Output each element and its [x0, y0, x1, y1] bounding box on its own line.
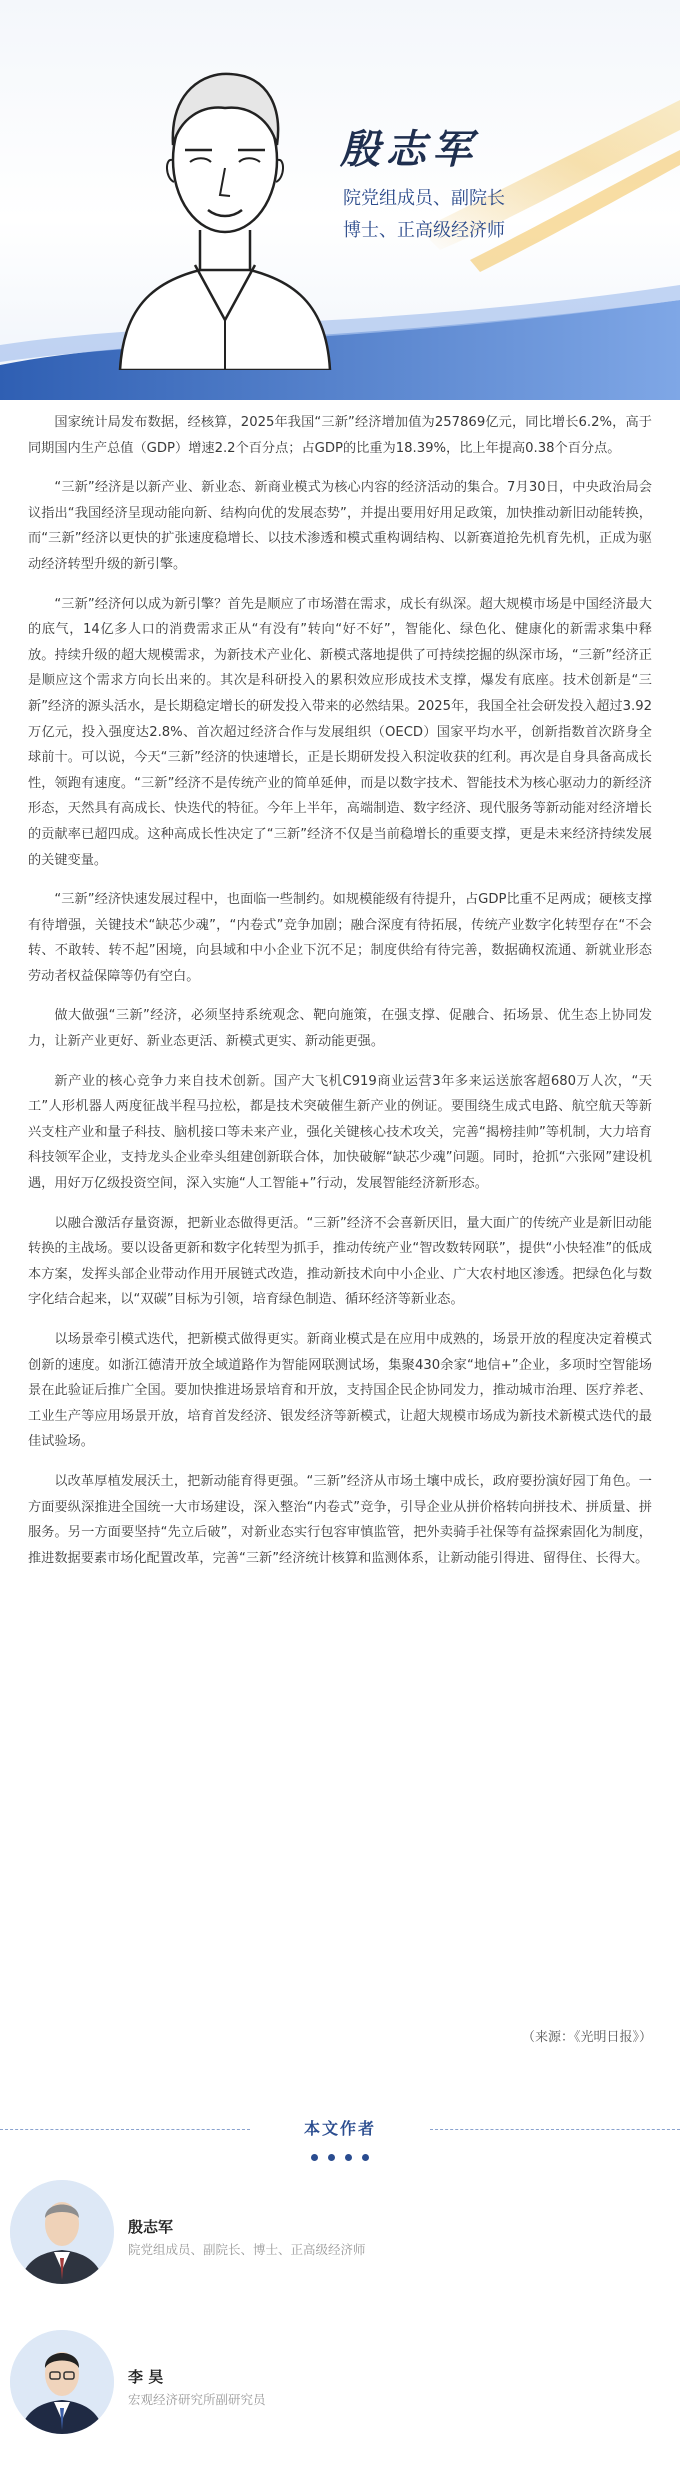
- article-paragraph: “三新”经济是以新产业、新业态、新商业模式为核心内容的经济活动的集合。7月30日，中央政治局会议指出“我国经济呈现动能向新、结构向优的发展态势”，并提出要用好用足政策，加快推动新旧动能转换，而“三新”经济以更快的扩张速度稳增长、以技术渗透和模式重构调结构、以新赛道抢先机育先机，正成为驱动经济转型升级的新引擎。: [28, 480, 652, 572]
- article-paragraph: 以场景牵引模式迭代，把新模式做得更实。新商业模式是在应用中成熟的，场景开放的程度决定着模式创新的速度。如浙江德清开放全域道路作为智能网联测试场，集聚430余家“地信+”企业，多项时空智能场景在此验证后推广全国。要加快推进场景培育和开放，支持国企民企协同发力，推动城市治理、医疗养老、工业生产等应用场景开放，培育首发经济、银发经济等新模式，让超大规模市场成为新技术新模式迭代的最佳试验场。: [28, 1332, 652, 1450]
- article-source: （来源：《光明日报》）: [521, 2030, 652, 2045]
- author-avatar-1: [10, 2180, 114, 2284]
- author-name: 殷志军: [128, 2218, 174, 2236]
- hero-author-title-line2: 博士、正高级经济师: [343, 220, 505, 241]
- author-card: [0, 2180, 680, 2300]
- authors-section-header: [0, 2098, 680, 2168]
- article-paragraph: 做大做强“三新”经济，必须坚持系统观念、靶向施策，在强支撑、促融合、拓场景、优生态上协同发力，让新产业更好、新业态更活、新模式更实、新动能更强。: [28, 1008, 652, 1050]
- portrait-illustration: [110, 50, 340, 370]
- author-card: [0, 2330, 680, 2450]
- article-paragraph: 新产业的核心竞争力来自技术创新。国产大飞机C919商业运营3年多来运送旅客超680万人次，“天工”人形机器人两度征战半程马拉松，都是技术突破催生新产业的例证。要围绕生成式电路、航空航天等新兴支柱产业和量子科技、脑机接口等未来产业，强化关键核心技术攻关，完善“揭榜挂帅”等机制，大力培育科技领军企业，支持龙头企业牵头组建创新联合体，加快破解“缺芯少魂”问题。同时，抢抓“六张网”建设机遇，用好万亿级投资空间，深入实施“人工智能+”行动，发展智能经济新形态。: [28, 1073, 652, 1192]
- author-role: 院党组成员、副院长、博士、正高级经济师: [128, 2242, 366, 2257]
- article-paragraph: “三新”经济快速发展过程中，也面临一些制约。如规模能级有待提升，占GDP比重不足两成；硬核支撑有待增强，关键技术“缺芯少魂”，“内卷式”竞争加剧；融合深度有待拓展，传统产业数字化转型存在“不会转、不敢转、转不起”困境，向县域和中小企业下沉不足；制度供给有待完善，数据确权流通、新就业形态劳动者权益保障等仍有空白。: [28, 892, 652, 984]
- authors-section-title: 本文作者: [303, 2119, 376, 2138]
- hero-author-name: 殷志军: [340, 126, 478, 173]
- article-paragraph: “三新”经济何以成为新引擎？首先是顺应了市场潜在需求，成长有纵深。超大规模市场是中国经济最大的底气，14亿多人口的消费需求正从“有没有”转向“好不好”，智能化、绿色化、健康化的新需求集中释放。持续升级的超大规模需求，为新技术产业化、新模式落地提供了可持续挖掘的纵深市场，“三新”经济正是顺应这个需求方向长出来的。其次是科研投入的累积效应形成技术支撑，爆发有底座。技术创新是“三新”经济的源头活水，是长期稳定增长的研发投入带来的必然结果。2025年，我国全社会研发投入超过3.92万亿元，投入强度达2.8%、首次超过经济合作与发展组织（OECD）国家平均水平，创新指数首次跻身全球前十。可以说，今天“三新”经济的快速增长，正是长期研发投入积淀收获的红利。再次是自身具备高成长性，领跑有速度。“三新”经济不是传统产业的简单延伸，而是以数字技术、智能技术为核心驱动力的新经济形态，天然具有高成长、快迭代的特征。今年上半年，高端制造、数字经济、现代服务等新动能对经济增长的贡献率已超四成。这种高成长性决定了“三新”经济不仅是当前稳增长的重要支撑，更是未来经济持续发展的关键变量。: [28, 596, 652, 868]
- article-paragraph: 以融合激活存量资源，把新业态做得更活。“三新”经济不会喜新厌旧，量大面广的传统产业是新旧动能转换的主战场。要以设备更新和数字化转型为抓手，推动传统产业“智改数转网联”，提供“小快轻准”的低成本方案，发挥头部企业带动作用开展链式改造，推动新技术向中小企业、广大农村地区渗透。把绿色化与数字化结合起来，以“双碳”目标为引领，培育绿色制造、循环经济等新业态。: [28, 1215, 652, 1308]
- hero-banner: [0, 0, 680, 400]
- article-paragraph: 国家统计局发布数据，经核算，2025年我国“三新”经济增加值为257869亿元，同比增长6.2%，高于同期国内生产总值（GDP）增速2.2个百分点；占GDP的比重为18.39%，比上年提高0.38个百分点。: [28, 415, 652, 456]
- author-name: 李 昊: [128, 2368, 164, 2386]
- decorative-dots: [0, 2146, 680, 2165]
- hero-author-title-line1: 院党组成员、副院长: [343, 188, 505, 209]
- article-body: [28, 410, 652, 1585]
- article-paragraph: 以改革厚植发展沃土，把新动能育得更强。“三新”经济从市场土壤中成长，政府要扮演好园丁角色。一方面要纵深推进全国统一大市场建设，深入整治“内卷式”竞争，引导企业从拼价格转向拼技术、拼质量、拼服务。另一方面要坚持“先立后破”，对新业态实行包容审慎监管，把外卖骑手社保等有益探索固化为制度，推进数据要素市场化配置改革，完善“三新”经济统计核算和监测体系，让新动能引得进、留得住、长得大。: [28, 1473, 652, 1566]
- author-role: 宏观经济研究所副研究员: [128, 2392, 266, 2407]
- hero-background-shapes: [0, 0, 680, 400]
- author-avatar-2: [10, 2330, 114, 2434]
